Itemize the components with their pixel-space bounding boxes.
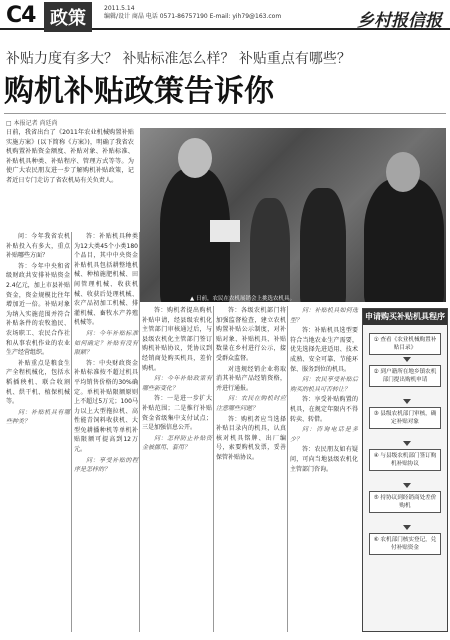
question: 问：享受补贴的程序是怎样的？: [74, 456, 138, 474]
issue-meta: [104, 5, 281, 21]
question: 问：今年补贴标准如何确定？补贴有没有限额？: [74, 329, 138, 357]
procedure-step: ⑤ 持协议到经销商处差价购机: [369, 491, 441, 513]
article-column: [142, 306, 212, 454]
procedure-title: 申请购买补贴机具程序: [363, 309, 447, 325]
column-divider: [139, 232, 140, 632]
question: 问：补贴机具如何选型？: [290, 307, 358, 324]
question: 问：农民在购机时应注意哪些问题？: [216, 395, 286, 412]
person-face: [386, 152, 420, 192]
procedure-step: ④ 与县级农机部门签订购机补贴协议: [369, 449, 441, 471]
article-column: [74, 232, 138, 476]
headline-rule: [4, 113, 446, 114]
article-byline: □ 本报记者 尚廷尚: [6, 120, 58, 127]
procedure-step: ② 到户籍所在地乡镇农机部门提出购机申请: [369, 365, 441, 387]
paragraph: 答：各级农机部门将加强监督检查，建立农机购置补贴公示制度，对补贴对象、补贴机具、补贴数量在乡村进行公示，接受群众监督。: [216, 307, 286, 362]
person-silhouette: [300, 188, 346, 302]
down-arrow-icon: [403, 483, 411, 488]
article-column: [290, 306, 358, 475]
down-arrow-icon: [403, 399, 411, 404]
paragraph: 问：今年我省农机补贴投入有多大，重点补贴哪些方面？: [6, 233, 70, 260]
article-headline: 购机补贴政策告诉你: [4, 74, 274, 109]
paragraph: 答：今年中央和省级财政共安排补贴资金2.4亿元，加上市县补贴资金，资金规模比往年增加近一倍。补贴对象为纳入实施范围并符合补贴条件的农牧渔民、农场职工、农民合作社和从事农机作业的农业生产经营组织。: [6, 262, 70, 357]
down-arrow-icon: [403, 357, 411, 362]
procedure-panel: [362, 308, 448, 632]
article-lead: 日前，我省出台了《2011年农业机械购置补贴实施方案》(以下简称《方案》)，明确了我省农机购置补贴资金额度、补贴对象、补贴标准、补贴机具种类、补贴程序、管理方式等等。为使广大农民朋友进一步了解购机补贴政策，记者近日专门走访了省农机局有关负责人。: [6, 129, 134, 184]
paper-name: 乡村报信报: [357, 11, 442, 31]
column-divider: [71, 232, 72, 632]
paragraph: 补贴重点是粮食生产全程机械化，包括水稻插秧机、联合收割机、烘干机、植保机械等。: [6, 359, 70, 406]
person-face: [178, 138, 212, 178]
question: 问：怎样防止补贴资金被挪用、套用？: [142, 434, 212, 452]
paragraph: 对违规经销企业将取消其补贴产品经销资格，并进行通报。: [216, 365, 286, 392]
masthead: [0, 0, 450, 30]
article-column: [6, 232, 70, 428]
procedure-step: ⑥ 农机部门核实登记，兑付补贴资金: [369, 533, 441, 555]
procedure-step: ③ 县级农机部门审核，确定补贴对象: [369, 407, 441, 429]
paragraph: 答：补贴机具种类为12大类45个小类180个品目，其中中央资金补贴机具包括耕整地机械、种植施肥机械、田间管理机械、收获机械、收获后处理机械、农产品初加工机械、排灌机械、畜牧水产养殖机械等。: [74, 233, 138, 327]
issue-date: 2011.5.14: [104, 5, 135, 12]
paragraph: 答：补贴机具选型要符合当地农业生产需要，优先选择先进适用、技术成熟、安全可靠、节能环保、服务到位的机具。: [290, 327, 358, 373]
down-arrow-icon: [403, 441, 411, 446]
person-silhouette: [250, 198, 290, 302]
article-kicker: 补贴力度有多大？ 补贴标准怎么样？ 补贴重点有哪些？: [6, 51, 351, 67]
procedure-step: ① 查看《农业机械购置补贴目录》: [369, 333, 441, 355]
person-silhouette: [364, 178, 444, 302]
paragraph: 答：购机者提出购机补贴申请，经县级农机化主管部门审核通过后，与县级农机化主管部门签订购机补贴协议，凭协议到经销商处购买机具，差价购机。: [142, 307, 212, 372]
paragraph: 答：购机者应当选择补贴目录内的机具，认真核对机具铭牌、出厂编号，索要购机发票，妥善保管补贴协议。: [216, 415, 286, 461]
question: 问：补贴机具有哪些种类？: [6, 408, 70, 426]
paragraph: 答：中央财政资金补贴标准按不超过机具平均销售价格的30%确定。单机补贴限额原则上不超过5万元；100马力以上大型拖拉机、高性能青饲料收获机、大型免耕播种机等单机补贴限额可提高到12万元。: [74, 359, 138, 454]
column-divider: [213, 306, 214, 632]
question: 问：农民享受补贴后购买的机具可否转让？: [290, 376, 358, 393]
paragraph: 答：农民朋友如有疑问，可向当地县级农机化主管部门咨询。: [290, 446, 358, 473]
editor-contact: 编辑/设计 商晶 电话 0571-86757190 E-mail: yih79@163.com: [104, 13, 282, 20]
column-divider: [287, 306, 288, 632]
down-arrow-icon: [403, 525, 411, 530]
paragraph: 答：一是进一步扩大补贴范围；二是推行补贴资金省级集中支付试点；三是加强信息公开。: [142, 395, 212, 432]
article-column: [216, 306, 286, 464]
photo-caption: ▲ 日前，农民在农机展销会上挑选农机具。: [190, 296, 295, 302]
section-code: C4: [6, 3, 36, 28]
question: 问：咨询电话是多少？: [290, 426, 358, 443]
article-photo: [140, 128, 446, 302]
question: 问：今年补贴政策有哪些新变化？: [142, 375, 212, 392]
section-name: 政策: [44, 2, 92, 32]
paragraph: 答：享受补贴购置的机具，在规定年限内不得转卖、转借。: [290, 396, 358, 423]
leaflet-shape: [210, 220, 240, 242]
